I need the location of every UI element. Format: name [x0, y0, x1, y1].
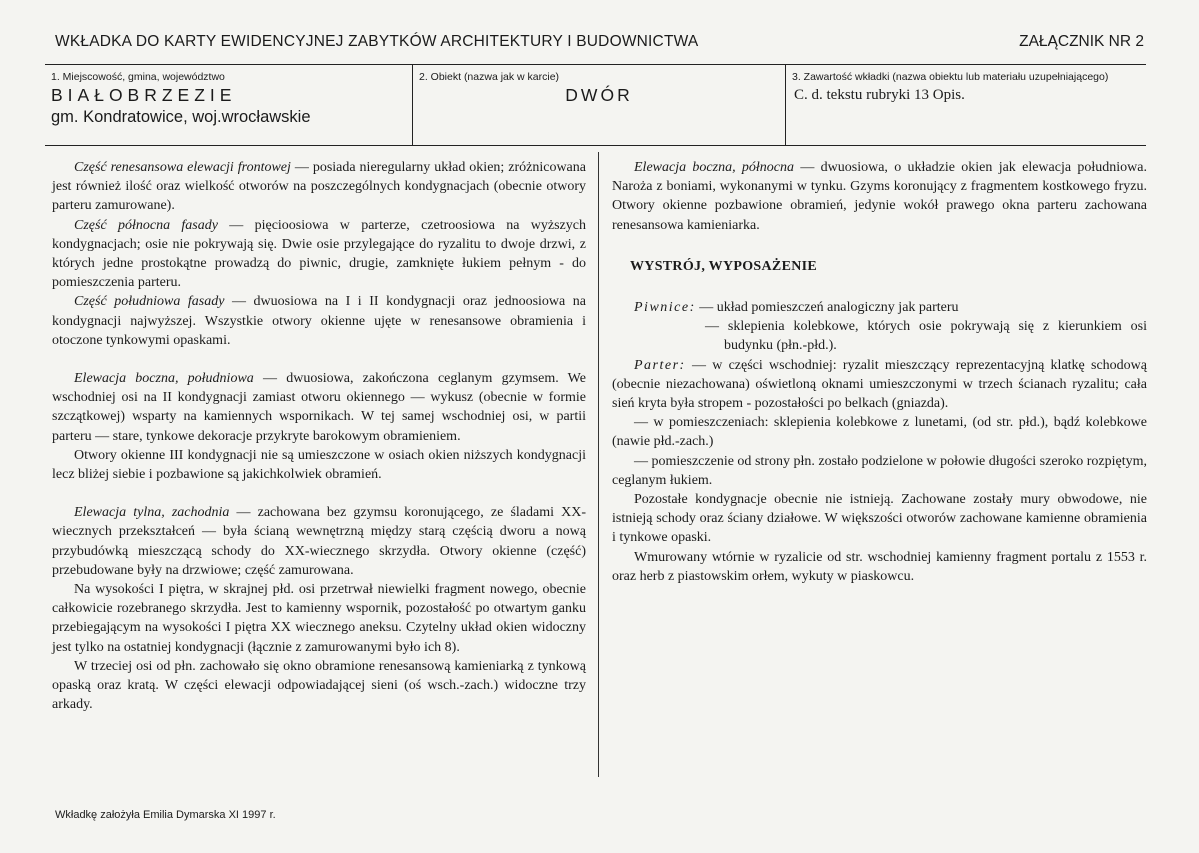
paragraph [612, 158, 1147, 235]
paragraph-lead: Piwnice: [634, 300, 696, 316]
paragraph [52, 216, 586, 293]
paragraph: — pomieszczenie od strony płn. zostało podzielone w połowie długości szeroko rozpiętym, ceglanym łukiem. [612, 453, 1147, 488]
paragraph-lead: Część renesansowa elewacji frontowej [74, 160, 291, 175]
paragraph: Na wysokości I piętra, w skrajnej płd. osi przetrwał niewielki fragment nowego, obecnie całkowicie rozebranego skrzydła. Jest to kamienny wspornik, pozostałość po otwartym ganku przebiegającym na wysokości I piętra XX wiecznego aneksu. Czytelny układ okien widoczny jest tylko na ostatniej kondygnacji (łącznie z zamurowanymi było ich 8). [52, 582, 586, 655]
paragraph-text: — pięcioosiowa w parterze, czetroosiowa na wyższych kondygnacjach; osie nie pokrywają się. Dwie osie przylegające do ryzalitu to dwoje drzwi, z których jedne prostokątne prowadzą do piwnic, drugie, zamknięte łukiem pełnym - do pomieszczenia parteru. [52, 217, 586, 291]
content-label: 3. Zawartość wkładki (nazwa obiektu lub materiału uzupełniającego) [792, 71, 1109, 83]
object-value: DWÓR [565, 85, 633, 105]
header-title: WKŁADKA DO KARTY EWIDENCYJNEJ ZABYTKÓW ARCHITEKTURY I BUDOWNICTWA [55, 33, 699, 50]
location-village: BIAŁOBRZEZIE [51, 85, 237, 105]
right-column [612, 158, 1147, 586]
paragraph [612, 298, 1147, 317]
location-commune: gm. Kondratowice, woj.wrocławskie [51, 108, 311, 126]
paragraph-text: — posiada nieregularny układ okien; zróżnicowana jest również ilość oraz wielkość otworów na poszczególnych kondygnacjach (obecnie otwory parteru zamurowane). [52, 160, 586, 214]
location-field [45, 65, 412, 145]
paragraph-lead: Parter: [634, 357, 686, 373]
column-divider [598, 152, 599, 777]
paragraph-text: — dwuosiowa, zakończona ceglanym gzymsem. We wschodniej osi na II kondygnacji zamiast otworu okiennego — wykusz (obecnie w formie szczątkowej) wsparty na kamiennych wspornikach. W tej samej wschodniej osi, w partii parteru — stare, tynkowe dekoracje przykryte barokowym obramieniem. [52, 371, 586, 444]
footer-note: Wkładkę założyła Emilia Dymarska XI 1997 r. [55, 809, 276, 821]
paragraph: Pozostałe kondygnacje obecnie nie istnieją. Zachowane zostały mury obwodowe, nie istnieją schody oraz ściany działowe. W większości otworów zachowane kamienne obramienia i tynkowe opaski. [612, 492, 1147, 546]
section-heading: WYSTRÓJ, WYPOSAŻENIE [630, 258, 818, 274]
paragraph [52, 369, 586, 446]
paragraph [612, 356, 1147, 414]
paragraph-lead: Elewacja boczna, północna [634, 160, 794, 175]
paragraph-text: — zachowana bez gzymsu koronującego, ze śladami XX-wiecznych przekształceń — była ścianą wewnętrzną między starą częścią dworu a nową przybudówką mieszczącą schody do XX-wiecznego skrzydła. Otwory okienne (część) przebudowane były na drzwiowe; część zamurowana. [52, 505, 586, 578]
paragraph: — w pomieszczeniach: sklepienia kolebkowe z lunetami, (od str. płd.), bądź kolebkowe (nawie płd.-zach.) [612, 415, 1147, 450]
paragraph-text: — dwuosiowa, o układzie okien jak elewacja południowa. Naroża z boniami, wykonanymi w tynku. Gzyms koronujący z fragmentem kostkowego fryzu. Otwory okienne pozbawione obramień, jedynie wokół prawego okna parteru zachowana renesansowa kamieniarka. [612, 160, 1147, 233]
paragraph-lead: Elewacja boczna, południowa [74, 371, 254, 387]
paragraph-text: — dwuosiowa na I i II kondygnacji oraz jednoosiowa na kondygnacji najwyższej. Wszystkie otwory okienne ujęte w renesansowe obramienia i otoczone tynkowymi opaskami. [52, 294, 586, 348]
header-fields [45, 64, 1146, 146]
paragraph-lead: Część południowa fasady [74, 294, 225, 310]
paragraph-text: — w części wschodniej: ryzalit mieszczący reprezentacyjną klatkę schodową (obecnie niezachowana) oświetloną oknami umieszczonymi w trzech ścianach ryzalitu; cała sień kryta była stropem - pozostałości po belkach (gniazda). [612, 357, 1147, 412]
paragraph [52, 292, 586, 350]
content-field [785, 65, 1146, 145]
location-label: 1. Miejscowość, gmina, województwo [51, 71, 225, 83]
object-label: 2. Obiekt (nazwa jak w karcie) [419, 71, 560, 83]
annex-label: ZAŁĄCZNIK NR 2 [1019, 33, 1144, 50]
content-value: C. d. tekstu rubryki 13 Opis. [794, 87, 965, 103]
paragraph: W trzeciej osi od płn. zachowało się okno obramione renesansową kamieniarką z tynkową opaską oraz kratą. W części elewacji odpowiadającej sieni (oś wsch.-zach.) widoczne trzy arkady. [52, 658, 586, 713]
paragraph-text: — układ pomieszczeń analogiczny jak parteru [695, 300, 959, 316]
paragraph-lead: Część północna fasady [74, 217, 218, 233]
paragraph: — sklepienia kolebkowe, których osie pokrywają się z kierunkiem osi budynku (płn.-płd.). [705, 319, 1147, 354]
paragraph: Wmurowany wtórnie w ryzalicie od str. wschodniej kamienny fragment portalu z 1553 r. oraz herb z piastowskim orłem, wykuty w piaskowcu. [612, 549, 1147, 584]
left-column [52, 158, 586, 714]
paragraph [52, 158, 586, 216]
paragraph-lead: Elewacja tylna, zachodnia [74, 505, 230, 521]
object-field [412, 65, 785, 145]
paragraph [52, 503, 586, 580]
paragraph: Otwory okienne III kondygnacji nie są umieszczone w osiach okien niższych kondygnacji lecz bliżej siebie i pozbawione są jakichkolwiek obramień. [52, 447, 586, 483]
